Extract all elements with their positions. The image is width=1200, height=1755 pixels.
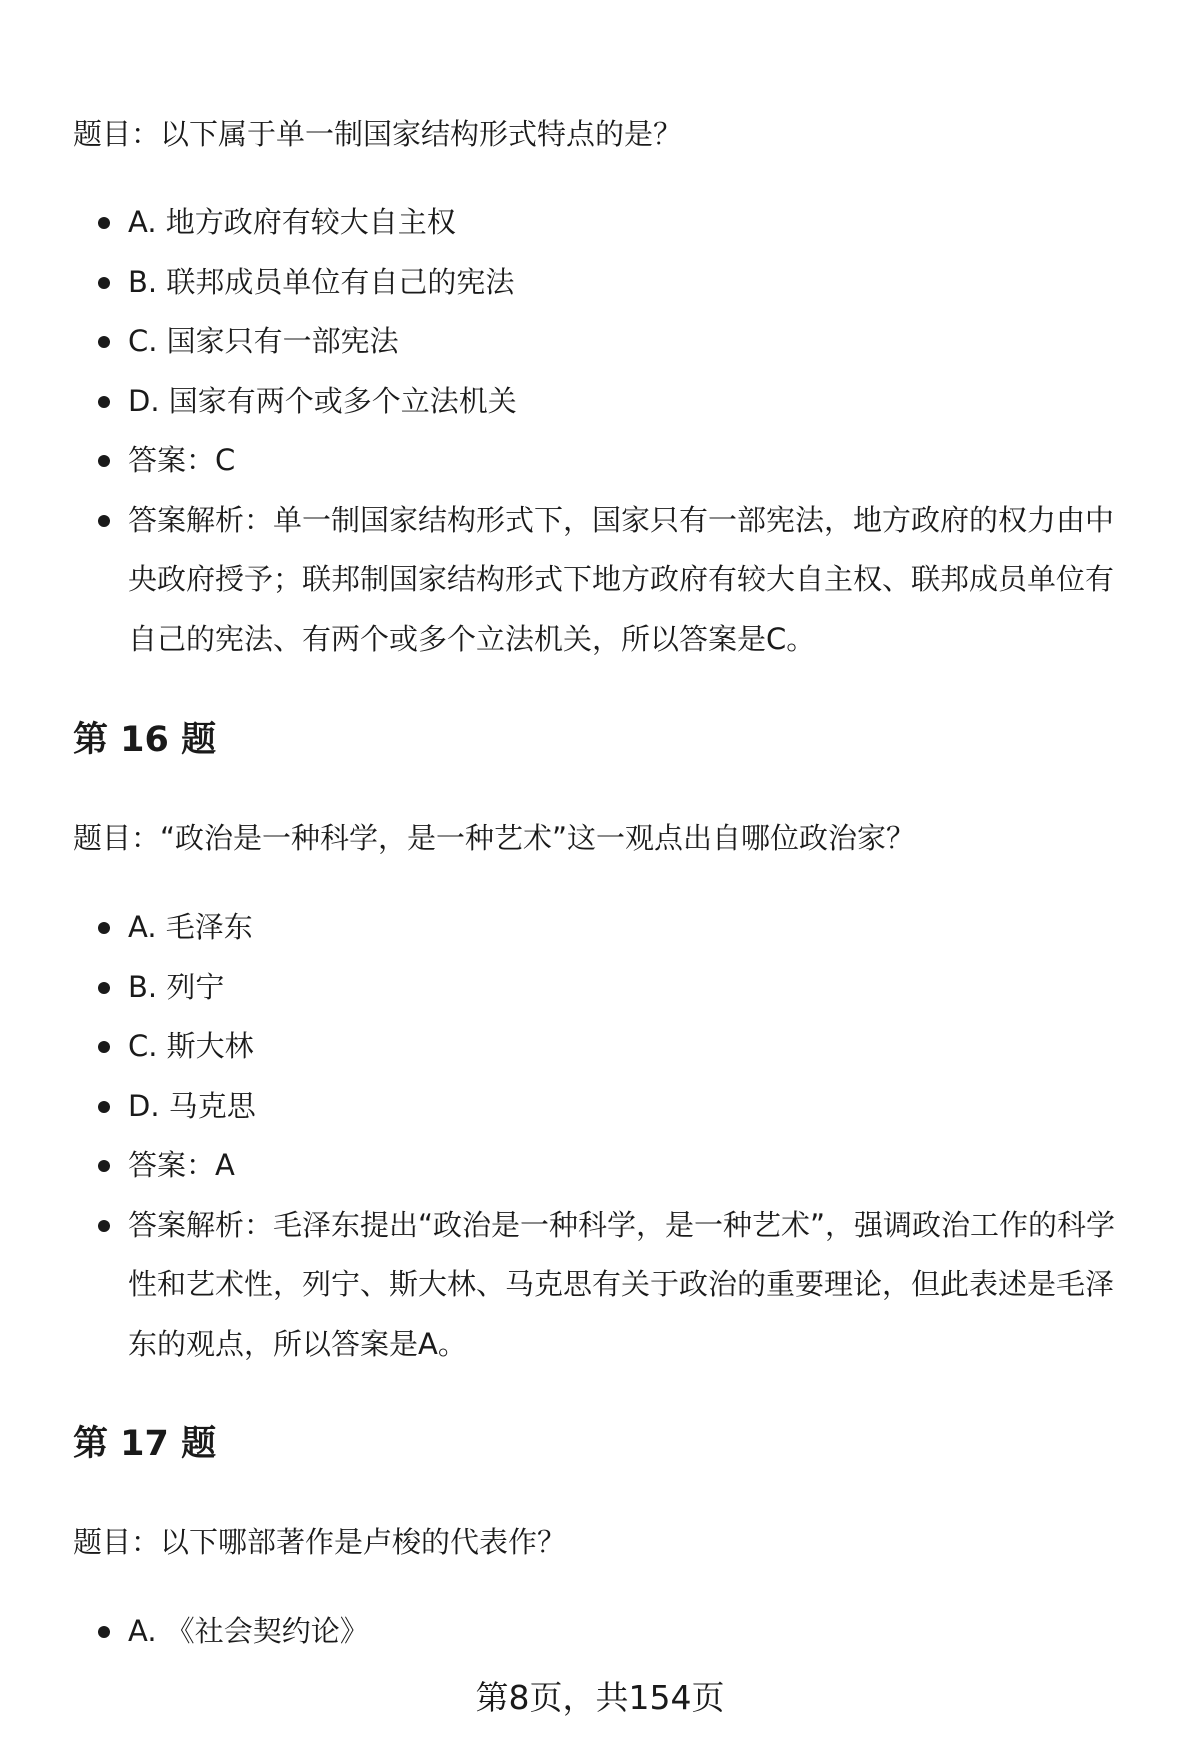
option-item: [0, 958, 1200, 1018]
bullet-icon: [98, 396, 110, 408]
option-item: [0, 193, 1200, 253]
bullet-icon: [98, 217, 110, 229]
bullet-icon: [98, 1101, 110, 1113]
question-text: 题目：以下属于单一制国家结构形式特点的是？: [73, 117, 683, 151]
answer-text: 答案：A: [128, 1148, 235, 1182]
question-heading: 第 17 题: [73, 1424, 217, 1464]
option-text: C. 国家只有一部宪法: [128, 324, 399, 358]
option-item: [0, 253, 1200, 313]
option-item: [0, 1017, 1200, 1077]
answer-item: [0, 431, 1200, 491]
option-item: [0, 312, 1200, 372]
question-text: 题目：“政治是一种科学，是一种艺术”这一观点出自哪位政治家？: [73, 821, 916, 855]
explanation-text: 答案解析：毛泽东提出“政治是一种科学，是一种艺术”，强调政治工作的科学性和艺术性，列宁、斯大林、马克思有关于政治的重要理论，但此表述是毛泽东的观点，所以答案是A。: [128, 1207, 1116, 1361]
bullet-icon: [98, 1626, 110, 1638]
bullet-icon: [98, 982, 110, 994]
option-list: [0, 193, 1200, 669]
option-text: B. 列宁: [128, 969, 225, 1004]
option-text: A. 毛泽东: [128, 910, 253, 944]
bullet-icon: [98, 1160, 110, 1172]
explanation-item: [0, 491, 1200, 670]
bullet-icon: [98, 922, 110, 934]
question-heading: 第 16 题: [73, 720, 217, 760]
option-text: B. 联邦成员单位有自己的宪法: [128, 264, 515, 299]
bullet-icon: [98, 515, 110, 527]
option-item: [0, 898, 1200, 958]
explanation-item: [0, 1196, 1200, 1375]
bullet-icon: [98, 1041, 110, 1053]
option-list: [0, 898, 1200, 1374]
option-item: [0, 372, 1200, 432]
question-text: 题目：以下哪部著作是卢梭的代表作？: [73, 1525, 567, 1559]
option-text: D. 马克思: [128, 1088, 256, 1123]
bullet-icon: [98, 336, 110, 348]
option-item: [0, 1077, 1200, 1137]
option-text: A. 地方政府有较大自主权: [128, 205, 456, 239]
answer-item: [0, 1136, 1200, 1196]
answer-text: 答案：C: [128, 443, 236, 477]
option-list: [0, 1602, 1200, 1662]
option-text: C. 斯大林: [128, 1029, 254, 1063]
page-footer: 第8页，共154页: [475, 1678, 725, 1717]
option-item: [0, 1602, 1200, 1662]
option-text: D. 国家有两个或多个立法机关: [128, 383, 517, 418]
explanation-text: 答案解析：单一制国家结构形式下，国家只有一部宪法，地方政府的权力由中央政府授予；联邦制国家结构形式下地方政府有较大自主权、联邦成员单位有自己的宪法、有两个或多个立法机关，所以答案是C。: [128, 502, 1115, 656]
option-text: A. 《社会契约论》: [128, 1614, 369, 1648]
bullet-icon: [98, 455, 110, 467]
bullet-icon: [98, 277, 110, 289]
bullet-icon: [98, 1220, 110, 1232]
